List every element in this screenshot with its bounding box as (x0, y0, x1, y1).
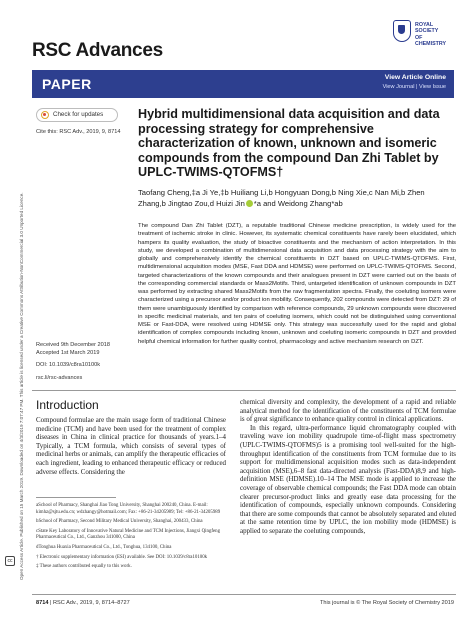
esi-note: † Electronic supplementary information (ESI) available. See DOI: 10.1039/c8ra10100k (36, 554, 208, 560)
creative-commons-icon[interactable]: cc (5, 556, 15, 566)
affiliation-d: dTonghua Huaxia Pharmaceutical Co., Ltd., Tonghua, 134100, China (36, 544, 172, 550)
journal-site-link[interactable]: rsc.li/rsc-advances (36, 374, 83, 381)
footnotes (36, 503, 226, 574)
rsc-seal-icon (393, 20, 411, 42)
intro-paragraph-2: In this regard, ultra-performance liquid chromatography coupled with traveling wave ion mobility quadrupole time-of-flight mass spectrometry (UPLC-TWIMS-QTOFMS)5 is a promising tool well-suited for the high-throughput identification of the constituents from TCM formulae due to its support for multidimensional acquisition modes such as data-independent acquisition (MSE),6–8 fast data-directed analysis (Fast-DDA)8,9 and high-definition MSE (HDMSE).10–14 The MSE mode is applied to increase the coverage of observable chemical compounds; the Fast DDA mode can obtain clearer precursor-product links and greatly ease data processing for the identification of compounds, especially unknown compounds. Considering that there are some compounds that cannot be absolutely separated and eluted at the same retention time by UPLC, the ion mobility mode (HDMSE) is applied to separate the coeluting compounds, (240, 423, 456, 535)
logo-line-1: ROYAL SOCIETY (415, 22, 439, 35)
authors-text: Taofang Cheng,‡a Ji Ye,‡b Huiliang Li,b Hongyuan Dong,b Ning Xie,c Nan Mi,b Zhen Zhang,b Jingtao Zou,d Huizi Jin (138, 188, 425, 208)
orcid-icon[interactable] (246, 200, 253, 207)
view-article-online-link[interactable]: View Article Online (384, 74, 446, 81)
license-strip (2, 60, 24, 580)
affiliation-c: cState Key Laboratory of Innovative Natural Medicine and TCM Injections, Jiangxi Qingfeng Pharmaceutical Co., Ltd., Ganzhou 341000, China (36, 528, 221, 541)
view-journal-issue-link[interactable]: View Journal | View Issue (382, 84, 446, 90)
crossmark-icon (41, 111, 49, 119)
citation: Cite this: RSC Adv., 2019, 9, 8714 (36, 129, 121, 135)
logo-line-2: OF CHEMISTRY (415, 34, 446, 48)
rsc-logo (393, 18, 453, 58)
equal-contribution-note: ‡ These authors contributed equally to this work. (36, 564, 132, 570)
journal-title: RSC Advances (32, 40, 163, 61)
check-for-updates-label: Check for updates (53, 111, 104, 118)
footer-copyright: This journal is © The Royal Society of Chemistry 2019 (320, 600, 454, 606)
license-text: Open Access Article. Published on 15 March 2019. Downloaded on 4/3/2019 7:07:47 PM. This article is licensed under a Creative Commons Attribution-NonCommercial 3.0 Unported Licence. (19, 192, 24, 580)
authors-tail: *a and Weidong Zhang*ab (253, 199, 343, 208)
article-type-label: PAPER (42, 76, 92, 92)
intro-left-column: Compound formulae are the main usage form of traditional Chinese medicine (TCM) and have been used for the treatment of complex diseases in China in clinical practice for thousands of years.1–4 Typically, a TCM formula, which consists of several types of medicinal herbs or animals, can amplify the therapeutic efficacies of each ingredient, leading to enhanced therapeutic efficacy or reduced adverse effects. Considering the (36, 416, 226, 476)
intro-right-column (240, 398, 456, 536)
abstract: The compound Dan Zhi Tablet (DZT), a reputable traditional Chinese medicine prescription, is widely used for the treatment of ischemic stroke in clinic. However, its systematic chemical constituents have rarely been elucidated, which hampers its quality evaluation, the study of bioactive constituents and the mechanism of action interpretation. In this study, we developed a combination of multidimensional data acquisition and data processing strategy with the aim to globally and comprehensively identify the chemical constituents in DZT based on UPLC-TWIMS-QTOFMS. First, multidimensional acquisition modes (MSE, Fast DDA and HDMSE) were performed on UPLC-TWIMS-QTOFMS. Second, targeted characterizations of the known compounds and their analogues present in DZT were carried out on the basis of the corresponding commercial standards or Mass2Motifs. Third, untargeted identification of unknown compounds in DZT was performed by extracting shared Mass2Motifs from the raw fragmentation spectra. Finally, the coeluting isomers were characterized using a precursor and/or product ion mobility. Consequently, 202 compounds were detected from DZT: 29 of them were unambiguously identified by comparison with reference compounds, 29 unknown compounds were discovered in specific medicinal materials, and ten pairs of coeluting isomers, which could not be distinguished using conventional MSE or Fast-DDA, were resolved using HDMSE only. This strategy was successfully used for the rapid and global identification of complex compounds including known, unknown and coeluting isomeric compounds in DZT and provided helpful chemical information for further quality control, pharmacology and active mechanism research on DZT. (138, 223, 456, 345)
check-for-updates-button[interactable] (36, 108, 118, 122)
footer-citation: | RSC Adv., 2019, 9, 8714–8727 (50, 600, 130, 606)
affiliation-b: bSchool of Pharmacy, Second Military Medical University, Shanghai, 200433, China (36, 519, 203, 525)
affiliation-a: aSchool of Pharmacy, Shanghai Jiao Tong University, Shanghai 200240, China. E-mail: kimhz@sjtu.edu.cn; wdzhangy@hotmail.com; Fax: +86-21-34205989; Tel: +86-21-34205989 (36, 503, 221, 515)
article-title: Hybrid multidimensional data acquisition and data processing strategy for comprehensive characterization of known, unknown and isomeric compounds from the compound Dan Zhi Tablet by UPLC-TWIMS-QTOFMS† (138, 107, 440, 180)
footer-divider (32, 594, 456, 595)
page-number: 8714 (36, 600, 49, 606)
footnote-divider (36, 497, 116, 498)
paper-band (32, 70, 454, 98)
footer-left (36, 600, 130, 606)
divider (32, 390, 456, 391)
section-heading-introduction: Introduction (36, 398, 99, 412)
article-history (36, 341, 110, 382)
intro-paragraph-1: chemical diversity and complexity, the development of a rapid and reliable analytical method for the identification of the constituents of TCM formulae is of great significance to enhance quality control in clinical applications. (240, 398, 456, 424)
author-list (138, 187, 454, 209)
doi[interactable]: DOI: 10.1039/c8ra10100k (36, 362, 101, 369)
received-date: Received 9th December 2018 (36, 342, 111, 348)
accepted-date: Accepted 1st March 2019 (36, 350, 100, 357)
